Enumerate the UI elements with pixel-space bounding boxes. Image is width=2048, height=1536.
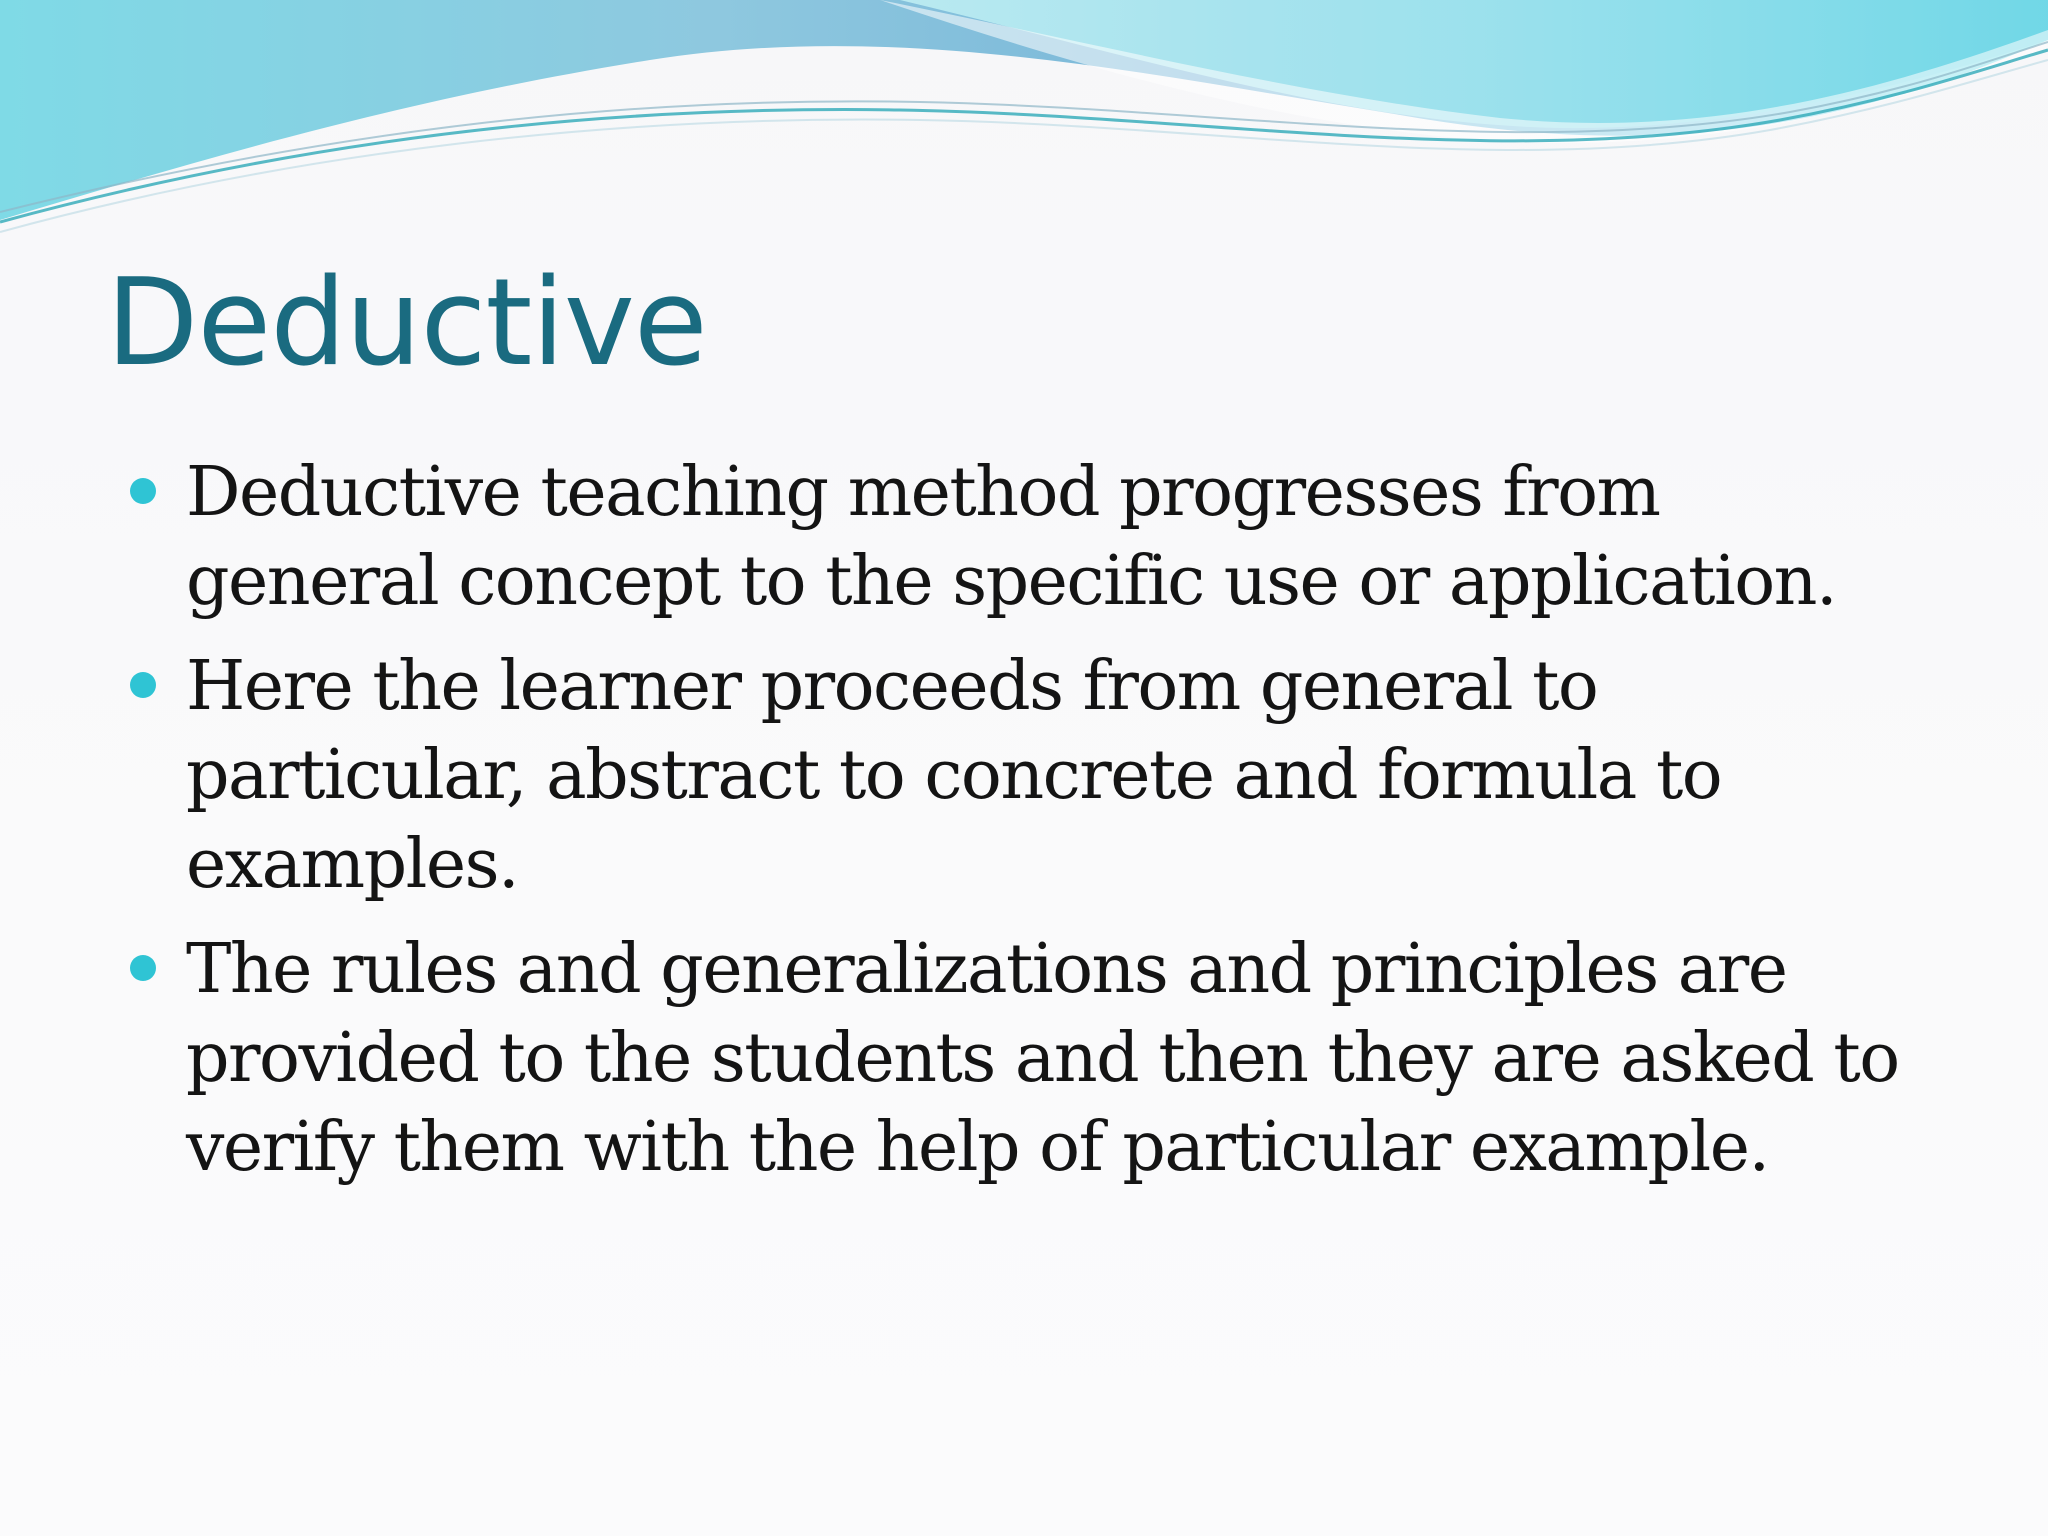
bullet-list: [130, 448, 1920, 1208]
bullet-text: Here the learner proceeds from general to particular, abstract to concrete and formula to examples.: [186, 647, 1722, 904]
bullet-item: [130, 642, 1920, 909]
bullet-item: [130, 925, 1920, 1192]
bullet-item: [130, 448, 1920, 626]
bullet-dot-icon: [130, 478, 156, 504]
bullet-dot-icon: [130, 672, 156, 698]
slide-title: Deductive: [106, 254, 707, 393]
bullet-dot-icon: [130, 955, 156, 981]
bullet-text: The rules and generalizations and principles are provided to the students and then they are asked to verify them with the help of particular example.: [186, 930, 1899, 1187]
bullet-text: Deductive teaching method progresses from general concept to the specific use or application.: [186, 453, 1837, 621]
header-wave-decoration: [0, 0, 2048, 260]
